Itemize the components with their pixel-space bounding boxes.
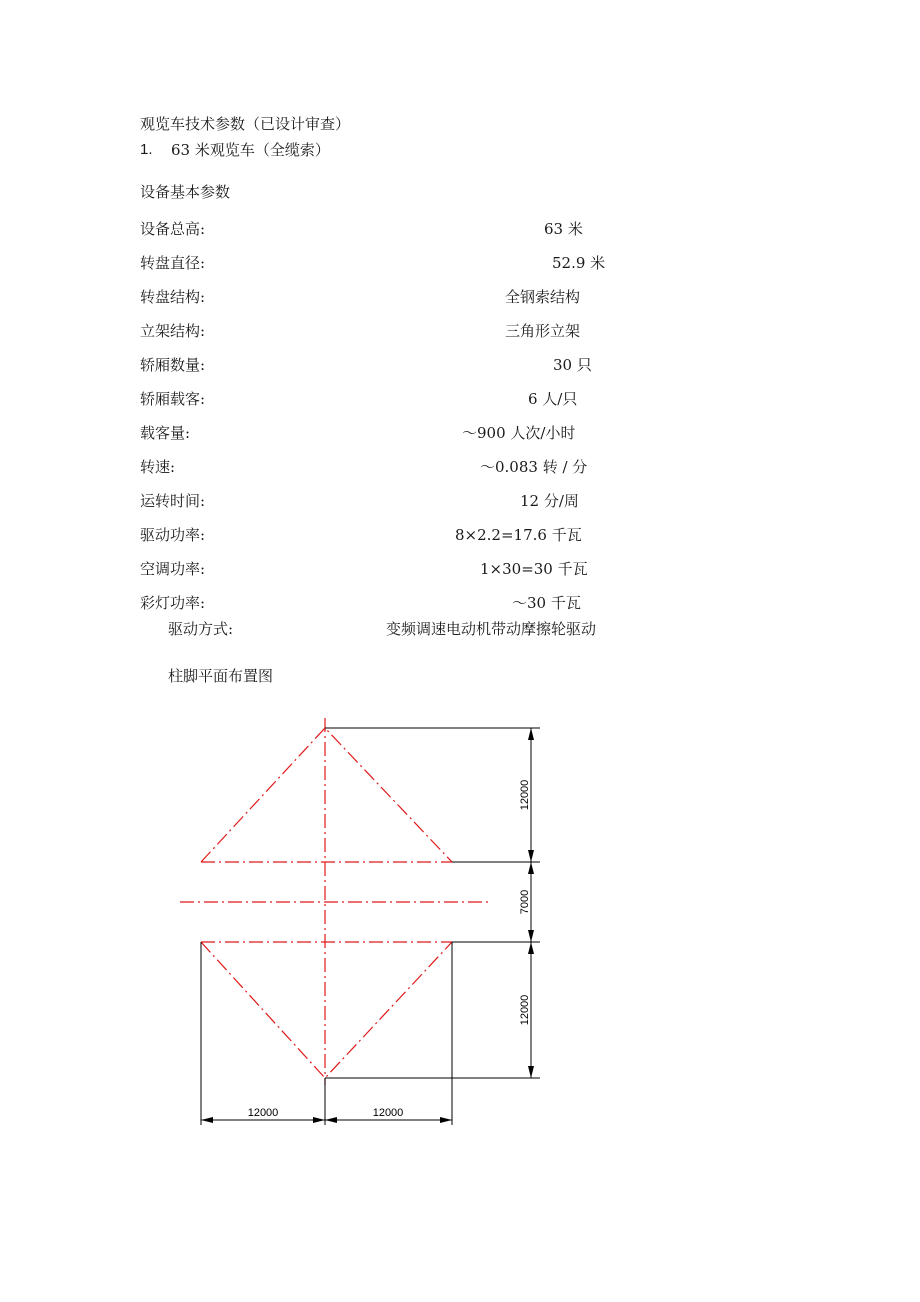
dim-bottom-left: 12000 bbox=[247, 1107, 279, 1119]
param-label-diameter: 转盘直径: bbox=[140, 254, 206, 272]
section-title: 63 米观览车（全缆索） bbox=[171, 141, 330, 159]
dimension-lines bbox=[201, 728, 540, 1125]
param-value-drive-power: 8×2.2=17.6 千瓦 bbox=[455, 526, 582, 544]
section-number: 1. bbox=[140, 141, 153, 158]
param-value-lights-power: ～30 千瓦 bbox=[512, 594, 581, 612]
top-triangle-sides bbox=[201, 728, 452, 862]
param-value-cabin-capacity: 6 人/只 bbox=[528, 390, 578, 408]
param-value-cabin-count: 30 只 bbox=[553, 356, 592, 374]
document-title: 观览车技术参数（已设计审查） bbox=[140, 115, 351, 133]
drive-mode-label: 驱动方式: bbox=[168, 620, 234, 638]
dim-top-height: 12000 bbox=[519, 779, 531, 811]
param-value-frame-structure: 三角形立架 bbox=[505, 322, 581, 340]
dim-bottom-height: 12000 bbox=[519, 994, 531, 1026]
param-value-height: 63 米 bbox=[544, 220, 583, 238]
param-value-turntable-structure: 全钢索结构 bbox=[505, 288, 581, 306]
param-value-passenger-capacity: ～900 人次/小时 bbox=[462, 424, 576, 442]
param-label-ac-power: 空调功率: bbox=[140, 560, 206, 578]
param-value-run-time: 12 分/周 bbox=[520, 492, 579, 510]
param-value-diameter: 52.9 米 bbox=[552, 254, 606, 272]
param-label-cabin-capacity: 轿厢载客: bbox=[140, 390, 206, 408]
bottom-triangle-sides bbox=[201, 942, 452, 1078]
plan-title: 柱脚平面布置图 bbox=[168, 667, 274, 685]
param-label-frame-structure: 立架结构: bbox=[140, 322, 206, 340]
drive-mode-value: 变频调速电动机带动摩擦轮驱动 bbox=[386, 620, 597, 638]
dimension-labels bbox=[248, 780, 531, 1119]
params-subheading: 设备基本参数 bbox=[140, 183, 231, 201]
dim-bottom-right: 12000 bbox=[372, 1107, 404, 1119]
dimension-arrows bbox=[201, 728, 534, 1123]
centerlines bbox=[180, 718, 492, 1085]
param-label-height: 设备总高: bbox=[140, 220, 206, 238]
param-label-cabin-count: 轿厢数量: bbox=[140, 356, 206, 374]
param-value-ac-power: 1×30=30 千瓦 bbox=[480, 560, 588, 578]
param-label-passenger-capacity: 载客量: bbox=[140, 424, 191, 442]
param-label-rotation-speed: 转速: bbox=[140, 458, 176, 476]
param-label-drive-power: 驱动功率: bbox=[140, 526, 206, 544]
param-label-lights-power: 彩灯功率: bbox=[140, 594, 206, 612]
dim-gap: 7000 bbox=[519, 889, 531, 915]
param-label-run-time: 运转时间: bbox=[140, 492, 206, 510]
param-label-turntable-structure: 转盘结构: bbox=[140, 288, 206, 306]
param-value-rotation-speed: ～0.083 转 / 分 bbox=[480, 458, 588, 476]
